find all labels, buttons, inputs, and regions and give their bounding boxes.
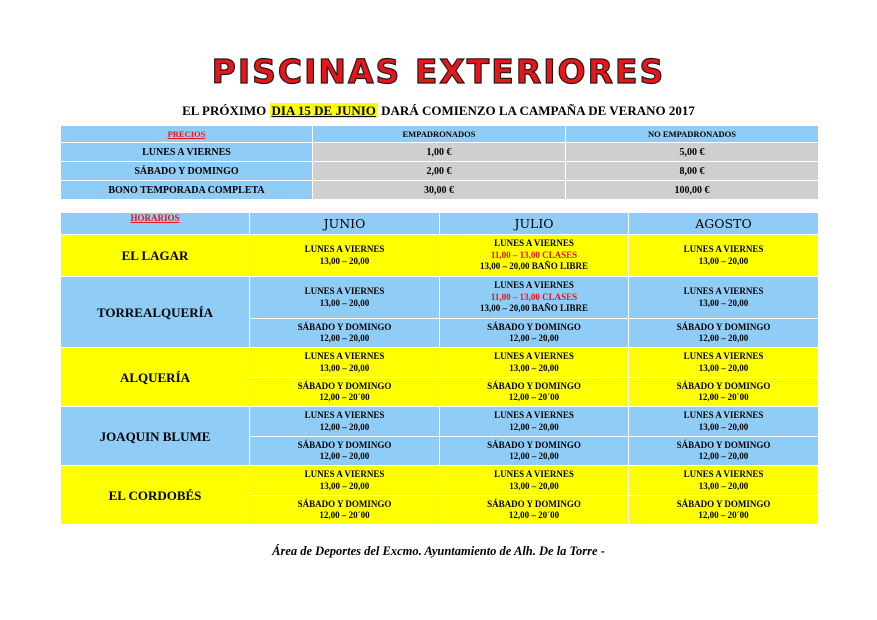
days-label: LUNES A VIERNES [304,351,385,361]
pool-row-el-lagar [61,235,819,277]
schedule-cell [629,235,819,277]
hours-range: 12,00 – 20,00 [319,333,370,343]
days-label: SÁBADO Y DOMINGO [676,498,771,509]
days-label: LUNES A VIERNES [304,410,385,420]
days-label: LUNES A VIERNES [494,238,574,249]
campaign-announcement [0,103,877,119]
days-label: LUNES A VIERNES [494,351,574,361]
schedule-cell [629,407,819,437]
hours-range: 13,00 – 20,00 [509,480,559,491]
prices-header-no-empadronados: NO EMPADRONADOS [566,126,819,143]
hours-range: 12,00 – 20´00 [508,510,560,520]
schedule-cell [440,348,629,378]
hours-range: 12,00 – 20,00 [319,421,370,432]
days-label: SÁBADO Y DOMINGO [487,498,581,509]
start-date-highlight: DIA 15 DE JUNIO [271,103,376,118]
price-row [61,143,819,162]
schedule-cell [250,496,440,525]
hours-range: 12,00 – 20,00 [509,421,559,432]
schedule-cell [250,437,440,466]
hours-range: 13,00 – 20,00 [319,362,370,373]
announcement-text-start: EL PRÓXIMO [182,103,270,118]
schedule-cell [629,378,819,407]
schedule-cell [250,378,440,407]
hours-range: 13,00 – 20,00 [698,255,749,266]
page-title: PISCINAS EXTERIORES [211,52,666,91]
hours-range: 13,00 – 20,00 [698,362,749,373]
free-swim-hours: 13,00 – 20,00 BAÑO LIBRE [479,303,588,314]
pool-row-joaquin-blume [61,407,819,437]
schedule-cell [440,496,629,525]
announcement-text-end: DARÁ COMIENZO LA CAMPAÑA DE VERANO 2017 [377,103,695,118]
price-empadronados: 1,00 € [313,143,566,162]
prices-table [60,125,819,200]
classes-hours: 11,00 – 13,00 CLASES [490,249,578,260]
schedule-cell [440,466,629,496]
schedule-cell [440,378,629,407]
schedule-table [60,212,819,525]
schedule-cell [250,319,440,348]
pool-row-el-cordobes [61,466,819,496]
days-label: LUNES A VIERNES [683,244,764,254]
hours-range: 12,00 – 20,00 [319,451,370,461]
hours-range: 12,00 – 20´00 [319,392,370,402]
pool-name: EL LAGAR [61,235,250,277]
hours-range: 12,00 – 20´00 [319,510,370,520]
footer-credit: Área de Deportes del Excmo. Ayuntamiento de Alh. De la Torre - [272,544,605,558]
hours-range: 12,00 – 20´00 [508,392,560,402]
schedule-cell [250,466,440,496]
days-label: LUNES A VIERNES [683,286,764,296]
days-label: LUNES A VIERNES [304,286,385,296]
days-label: SÁBADO Y DOMINGO [487,321,581,332]
pool-name: TORREALQUERÍA [61,277,250,348]
days-label: SÁBADO Y DOMINGO [676,380,771,391]
schedule-cell [629,348,819,378]
month-header-julio: JULIO [440,213,629,235]
schedule-cell [440,407,629,437]
hours-range: 13,00 – 20,00 [698,480,749,491]
month-header-agosto: AGOSTO [629,213,819,235]
schedule-cell [629,496,819,525]
pool-name: EL CORDOBÉS [61,466,250,525]
price-row [61,181,819,200]
days-label: LUNES A VIERNES [494,280,574,291]
schedule-cell [629,466,819,496]
hours-range: 12,00 – 20,00 [698,451,749,461]
schedule-cell [440,319,629,348]
price-empadronados: 30,00 € [313,181,566,200]
days-label: LUNES A VIERNES [304,469,385,479]
schedule-cell [440,235,629,277]
price-no-empadronados: 100,00 € [566,181,819,200]
hours-range: 13,00 – 20,00 [319,480,370,491]
hours-range: 13,00 – 20,00 [509,362,559,373]
schedule-cell [250,407,440,437]
schedule-cell [440,437,629,466]
pool-row-alqueria [61,348,819,378]
schedule-cell [629,437,819,466]
pool-name: JOAQUIN BLUME [61,407,250,466]
price-row-label: BONO TEMPORADA COMPLETA [61,181,313,200]
price-no-empadronados: 5,00 € [566,143,819,162]
hours-range: 13,00 – 20,00 [698,421,749,432]
days-label: LUNES A VIERNES [683,351,764,361]
hours-range: 12,00 – 20´00 [698,510,749,520]
days-label: SÁBADO Y DOMINGO [297,439,392,450]
days-label: LUNES A VIERNES [683,410,764,420]
days-label: SÁBADO Y DOMINGO [676,439,771,450]
schedule-cell [250,277,440,319]
pool-row-torrealqueria [61,277,819,319]
price-row-label: SÁBADO Y DOMINGO [61,162,313,181]
schedule-header-row [61,213,819,235]
days-label: LUNES A VIERNES [494,469,574,479]
schedule-cell [629,319,819,348]
price-row [61,162,819,181]
price-empadronados: 2,00 € [313,162,566,181]
days-label: LUNES A VIERNES [683,469,764,479]
hours-range: 12,00 – 20,00 [698,333,749,343]
schedule-cell [250,235,440,277]
free-swim-hours: 13,00 – 20,00 BAÑO LIBRE [479,261,588,272]
schedule-cell [250,348,440,378]
schedule-cell [440,277,629,319]
prices-header-label: PRECIOS [61,126,313,143]
pool-name: ALQUERÍA [61,348,250,407]
price-row-label: LUNES A VIERNES [61,143,313,162]
hours-range: 12,00 – 20,00 [509,451,559,461]
schedule-header-label: HORARIOS [61,213,250,235]
hours-range: 13,00 – 20,00 [319,255,370,266]
classes-hours: 11,00 – 13,00 CLASES [490,291,578,302]
hours-range: 13,00 – 20,00 [319,297,370,308]
prices-header-empadronados: EMPADRONADOS [313,126,566,143]
schedule-cell [629,277,819,319]
days-label: SÁBADO Y DOMINGO [487,439,581,450]
hours-range: 12,00 – 20,00 [509,333,559,343]
days-label: SÁBADO Y DOMINGO [487,380,581,391]
days-label: LUNES A VIERNES [304,244,385,254]
days-label: SÁBADO Y DOMINGO [297,498,392,509]
price-no-empadronados: 8,00 € [566,162,819,181]
days-label: SÁBADO Y DOMINGO [297,321,392,332]
prices-header-row [61,126,819,143]
days-label: SÁBADO Y DOMINGO [676,321,771,332]
hours-range: 12,00 – 20´00 [698,392,749,402]
hours-range: 13,00 – 20,00 [698,297,749,308]
days-label: LUNES A VIERNES [494,410,574,420]
days-label: SÁBADO Y DOMINGO [297,380,392,391]
month-header-junio: JUNIO [250,213,440,235]
